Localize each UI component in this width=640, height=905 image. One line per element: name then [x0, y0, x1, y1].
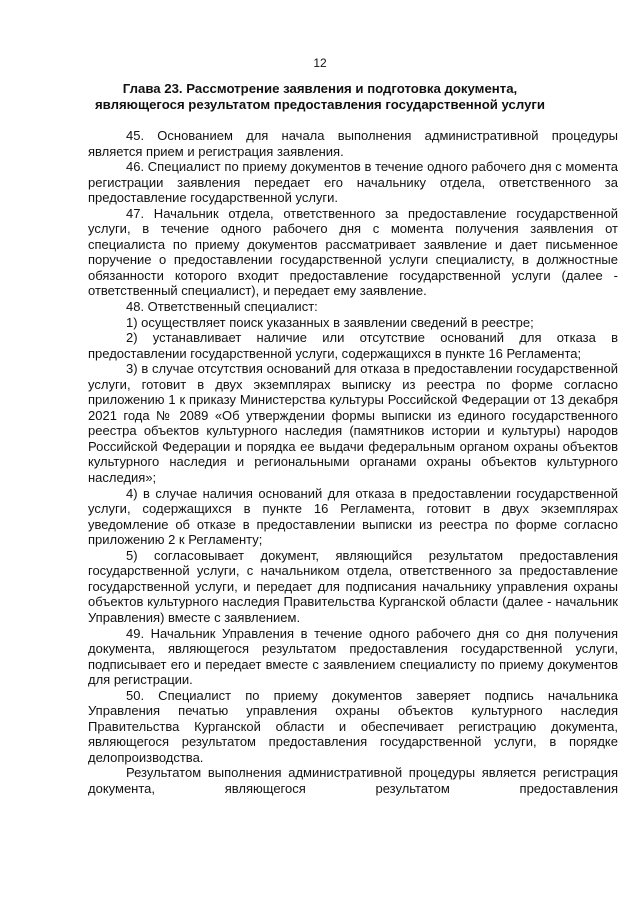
paragraph-result: Результатом выполнения административной процедуры является регистрация документа, являющегося результатом предоставления: [88, 765, 618, 796]
list-item-3: 3) в случае отсутствия оснований для отказа в предоставлении государственной услуги, готовит в двух экземплярах выписку из реестра по форме согласно приложению 1 к приказу Министерства культуры Российской Федерации от 13 декабря 2021 года № 2089 «Об утверждении формы выписки из единого государственного реестра объектов культурного наследия (памятников истории и культуры) народов Российской Федерации и порядка ее выдачи федеральным органом охраны объектов культурного наследия и региональными органами охраны объектов культурного наследия»;: [88, 361, 618, 486]
chapter-heading-line-1: Глава 23. Рассмотрение заявления и подготовка документа,: [122, 81, 518, 96]
paragraph-49: 49. Начальник Управления в течение одного рабочего дня со дня получения документа, являющегося результатом предоставления государственной услуги, подписывает его и передает вместе с заявлением специалисту по приему документов для регистрации.: [88, 625, 618, 688]
document-body: [88, 128, 618, 797]
chapter-heading: [40, 81, 600, 113]
chapter-heading-line-2: являющегося результатом предоставления государственной услуги: [94, 97, 546, 112]
list-item-2: 2) устанавливает наличие или отсутствие оснований для отказа в предоставлении государственной услуги, содержащихся в пункте 16 Регламента;: [88, 330, 618, 361]
list-item-4: 4) в случае наличия оснований для отказа в предоставлении государственной услуги, содержащихся в пункте 16 Регламента, готовит в двух экземплярах уведомление об отказе в предоставлении выписки из реестра по форме согласно приложению 2 к Регламенту;: [88, 485, 618, 548]
paragraph-47: 47. Начальник отдела, ответственного за предоставление государственной услуги, в течение одного рабочего дня с момента получения заявления от специалиста по приему документов рассматривает заявление и дает письменное поручение о предоставлении государственной услуги специалисту, в должностные обязанности которого входит предоставление государственной услуги (далее - ответственный специалист), и передает ему заявление.: [88, 205, 618, 299]
page-number: 12: [313, 56, 327, 70]
paragraph-46: 46. Специалист по приему документов в течение одного рабочего дня с момента регистрации заявления передает его начальнику отдела, ответственного за предоставление государственной услуги.: [88, 159, 618, 206]
list-item-1: 1) осуществляет поиск указанных в заявлении сведений в реестре;: [126, 314, 534, 330]
paragraph-45: 45. Основанием для начала выполнения административной процедуры является прием и регистрация заявления.: [88, 128, 618, 159]
list-item-5: 5) согласовывает документ, являющийся результатом предоставления государственной услуги, с начальником отдела, ответственного за предоставление государственной услуги, и передает для подписания начальнику управления охраны объектов культурного наследия Правительства Курганской области (далее - начальник Управления) вместе с заявлением.: [88, 547, 618, 625]
paragraph-50: 50. Специалист по приему документов заверяет подпись начальника Управления печатью управления охраны объектов культурного наследия Правительства Курганской области и обеспечивает регистрацию документа, являющегося результатом предоставления государственной услуги, в порядке делопроизводства.: [88, 687, 618, 765]
paragraph-48: 48. Ответственный специалист:: [126, 299, 318, 315]
